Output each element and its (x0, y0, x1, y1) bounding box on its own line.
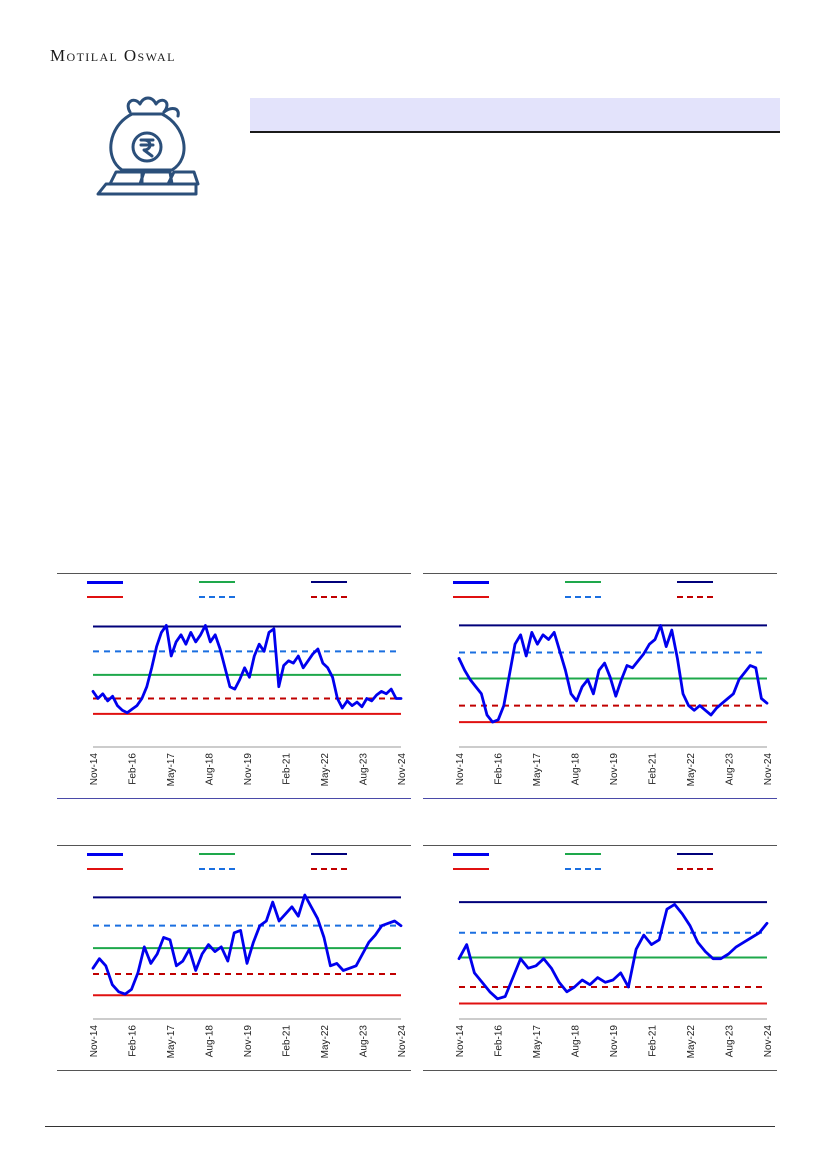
legend-swatch-min (453, 868, 489, 870)
legend-swatch-plus-sd (565, 596, 601, 598)
x-tick-label: May-22 (320, 753, 331, 787)
chart-panel-1 (57, 573, 411, 799)
chart-3 (57, 885, 411, 1065)
legend-swatch-series (453, 581, 489, 584)
legend-swatch-minus-sd (677, 868, 713, 870)
x-tick-label: Feb-16 (127, 753, 139, 785)
legend-swatch-series (453, 853, 489, 856)
legend-swatch-minus-sd (311, 596, 347, 598)
x-tick-label: Aug-23 (358, 1025, 370, 1058)
x-tick-label: Nov-19 (609, 753, 620, 786)
chart-panel-3 (57, 845, 411, 1071)
x-tick-label: Feb-21 (281, 1025, 293, 1057)
series-line (93, 895, 401, 994)
x-tick-label: Nov-14 (89, 1025, 100, 1058)
x-tick-label: Nov-14 (89, 753, 100, 786)
legend-swatch-series (87, 853, 123, 856)
section-header-bar (250, 98, 780, 133)
x-tick-label: Feb-21 (281, 753, 293, 785)
chart-panel-2 (423, 573, 777, 799)
x-tick-label: Nov-24 (763, 753, 774, 786)
x-tick-label: Feb-16 (493, 753, 505, 785)
x-tick-label: Aug-18 (570, 1025, 582, 1058)
x-tick-label: Nov-24 (763, 1025, 774, 1058)
legend-swatch-plus-sd (199, 596, 235, 598)
series-line (459, 625, 767, 722)
series-line (459, 904, 767, 998)
legend-swatch-average (199, 581, 235, 583)
chart-2 (423, 613, 777, 793)
legend-swatch-average (199, 853, 235, 855)
x-tick-label: Nov-19 (243, 753, 254, 786)
x-tick-label: Feb-21 (647, 1025, 659, 1057)
chart-4 (423, 885, 777, 1065)
x-tick-label: Nov-19 (243, 1025, 254, 1058)
x-tick-label: Nov-24 (397, 753, 408, 786)
legend-swatch-series (87, 581, 123, 584)
panel-bottom-rule (57, 1070, 411, 1071)
legend-swatch-average (565, 853, 601, 855)
legend-swatch-max (311, 581, 347, 583)
panel-bottom-rule (423, 1070, 777, 1071)
x-tick-label: Aug-18 (204, 753, 216, 786)
footer-rule (45, 1126, 775, 1127)
x-tick-label: May-22 (686, 753, 697, 787)
chart-panel-4 (423, 845, 777, 1071)
x-tick-label: Feb-21 (647, 753, 659, 785)
x-tick-label: Aug-23 (724, 1025, 736, 1058)
legend-swatch-max (311, 853, 347, 855)
chart-legend (423, 845, 777, 875)
x-tick-label: May-22 (686, 1025, 697, 1059)
legend-swatch-average (565, 581, 601, 583)
x-tick-label: Nov-14 (455, 753, 466, 786)
legend-swatch-minus-sd (677, 596, 713, 598)
legend-swatch-plus-sd (565, 868, 601, 870)
money-bag-gold-bars-icon (94, 92, 200, 198)
x-tick-label: Aug-18 (204, 1025, 216, 1058)
brand-wordmark: Motilal Oswal (50, 46, 176, 65)
panel-bottom-rule (423, 798, 777, 799)
x-tick-label: May-17 (532, 1025, 543, 1059)
chart-legend (57, 845, 411, 875)
legend-swatch-min (87, 596, 123, 598)
x-tick-label: Aug-23 (358, 753, 370, 786)
x-tick-label: Nov-14 (455, 1025, 466, 1058)
legend-swatch-minus-sd (311, 868, 347, 870)
x-tick-label: Aug-18 (570, 753, 582, 786)
series-line (93, 625, 401, 712)
x-tick-label: Nov-19 (609, 1025, 620, 1058)
x-tick-label: Nov-24 (397, 1025, 408, 1058)
x-tick-label: Feb-16 (493, 1025, 505, 1057)
x-tick-label: Aug-23 (724, 753, 736, 786)
legend-swatch-max (677, 853, 713, 855)
x-tick-label: May-17 (532, 753, 543, 787)
chart-legend (57, 573, 411, 603)
x-tick-label: May-17 (166, 1025, 177, 1059)
x-tick-label: May-17 (166, 753, 177, 787)
legend-swatch-max (677, 581, 713, 583)
chart-legend (423, 573, 777, 603)
legend-swatch-min (453, 596, 489, 598)
x-tick-label: May-22 (320, 1025, 331, 1059)
panel-bottom-rule (57, 798, 411, 799)
legend-swatch-min (87, 868, 123, 870)
chart-1 (57, 613, 411, 793)
x-tick-label: Feb-16 (127, 1025, 139, 1057)
legend-swatch-plus-sd (199, 868, 235, 870)
